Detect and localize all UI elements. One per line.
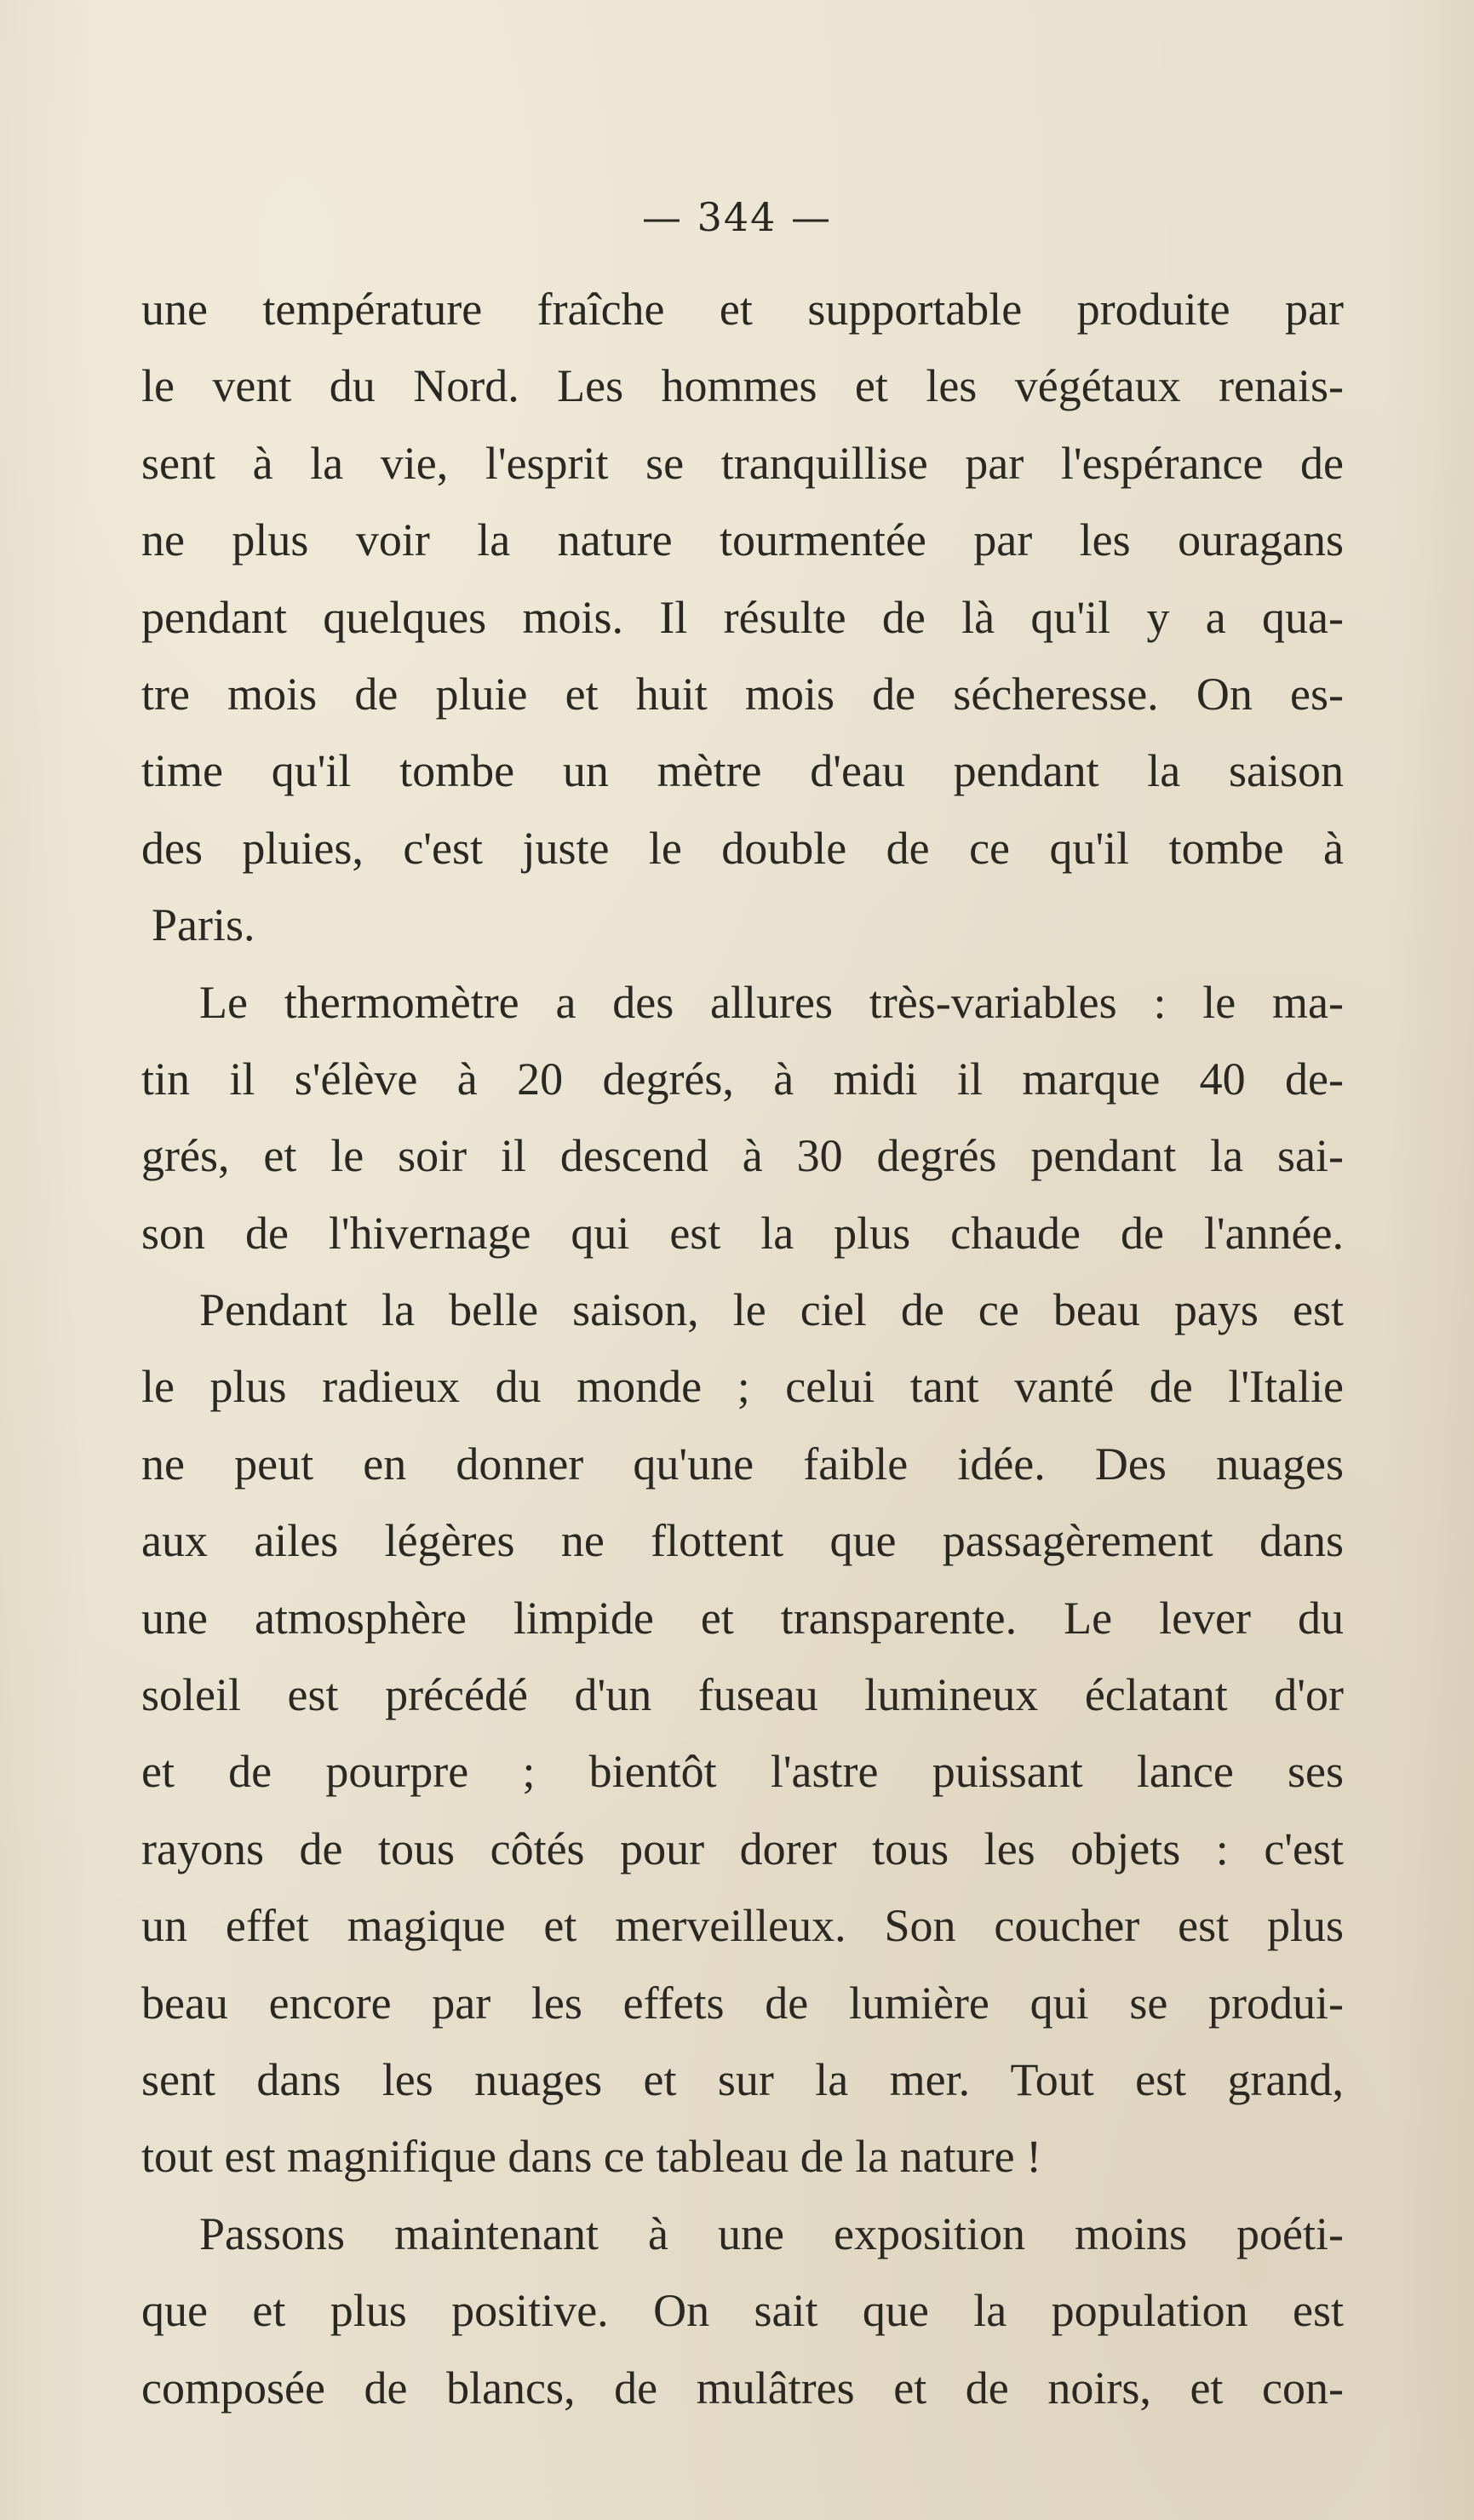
text-line: ne plus voir la nature tourmentée par les ouragans — [141, 514, 1344, 566]
text-line: que et plus positive. On sait que la population est — [141, 2285, 1344, 2337]
text-line: le plus radieux du monde ; celui tant vanté de l'Italie — [141, 1361, 1344, 1413]
text-line: tout est magnifique dans ce tableau de la nature ! — [141, 2131, 1042, 2183]
text-line: des pluies, c'est juste le double de ce qu'il tombe à — [141, 822, 1344, 874]
text-line: tin il s'élève à 20 degrés, à midi il marque 40 de- — [141, 1053, 1344, 1105]
text-line: sent à la vie, l'esprit se tranquillise par l'espérance de — [141, 437, 1344, 489]
text-line: son de l'hivernage qui est la plus chaude de l'année. — [141, 1207, 1344, 1259]
text-line: time qu'il tombe un mètre d'eau pendant la saison — [141, 745, 1344, 797]
page-number: — 344 — — [641, 194, 833, 240]
text-line: pendant quelques mois. Il résulte de là qu'il y a qua- — [141, 591, 1344, 643]
text-line: une atmosphère limpide et transparente. Le lever du — [141, 1592, 1344, 1644]
page-body — [141, 271, 1344, 2426]
text-line: tre mois de pluie et huit mois de sécheresse. On es- — [141, 668, 1344, 720]
text-line: aux ailes légères ne flottent que passagèrement dans — [141, 1515, 1344, 1567]
text-line: et de pourpre ; bientôt l'astre puissant lance ses — [141, 1746, 1344, 1798]
text-line: Paris. — [152, 899, 255, 951]
text-line: Passons maintenant à une exposition moins poéti- — [199, 2207, 1344, 2259]
text-line: ne peut en donner qu'une faible idée. Des nuages — [141, 1438, 1344, 1490]
text-line: beau encore par les effets de lumière qui se produi- — [141, 1977, 1344, 2029]
text-line: Pendant la belle saison, le ciel de ce beau pays est — [199, 1284, 1344, 1336]
text-line: soleil est précédé d'un fuseau lumineux éclatant d'or — [141, 1669, 1344, 1721]
text-line: sent dans les nuages et sur la mer. Tout est grand, — [141, 2053, 1344, 2105]
text-line: le vent du Nord. Les hommes et les végétaux renais- — [141, 360, 1344, 412]
text-line: une température fraîche et supportable produite par — [141, 284, 1344, 335]
text-line: rayons de tous côtés pour dorer tous les objets : c'est — [141, 1823, 1344, 1874]
text-line: grés, et le soir il descend à 30 degrés pendant la sai- — [141, 1130, 1344, 1182]
text-line: composée de blancs, de mulâtres et de noirs, et con- — [141, 2362, 1344, 2414]
text-line: Le thermomètre a des allures très-variables : le ma- — [199, 976, 1344, 1028]
text-line: un effet magique et merveilleux. Son coucher est plus — [141, 1900, 1344, 1952]
